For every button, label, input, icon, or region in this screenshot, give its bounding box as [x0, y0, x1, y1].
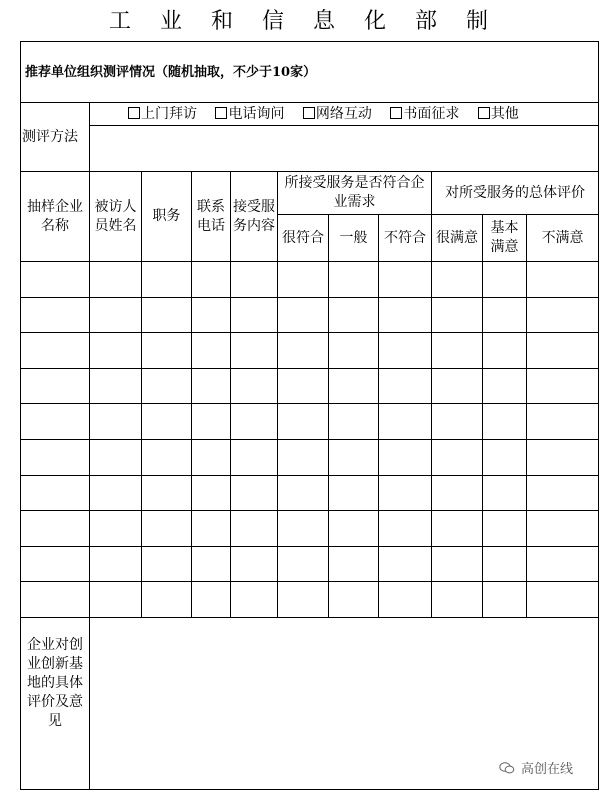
blank-cell[interactable] — [483, 582, 527, 618]
blank-cell[interactable] — [432, 439, 483, 475]
blank-cell[interactable] — [192, 333, 231, 369]
sample-row — [21, 511, 599, 547]
blank-cell[interactable] — [329, 439, 379, 475]
sample-row — [21, 262, 599, 298]
blank-cell[interactable] — [231, 511, 278, 547]
col-interviewee: 被访人员姓名 — [90, 172, 142, 262]
method-option[interactable]: 上门拜访 — [128, 105, 197, 124]
blank-cell[interactable] — [329, 546, 379, 582]
blank-cell[interactable] — [432, 475, 483, 511]
sample-row — [21, 582, 599, 618]
blank-cell[interactable] — [329, 511, 379, 547]
opinion-label: 企业对创业创新基地的具体评价及意见 — [21, 617, 90, 789]
blank-cell[interactable] — [21, 297, 90, 333]
blank-cell[interactable] — [21, 368, 90, 404]
method-option[interactable]: 其他 — [478, 105, 519, 124]
blank-cell[interactable] — [329, 262, 379, 298]
blank-cell[interactable] — [527, 582, 599, 618]
blank-cell[interactable] — [231, 439, 278, 475]
blank-cell[interactable] — [329, 404, 379, 440]
blank-cell[interactable] — [142, 297, 192, 333]
blank-cell[interactable] — [527, 262, 599, 298]
evaluation-form-table — [20, 41, 599, 790]
blank-cell[interactable] — [142, 262, 192, 298]
blank-cell[interactable] — [483, 368, 527, 404]
blank-cell[interactable] — [192, 439, 231, 475]
blank-cell[interactable] — [192, 368, 231, 404]
blank-cell[interactable] — [90, 297, 142, 333]
col-compliance-medium: 一般 — [329, 215, 379, 262]
blank-cell[interactable] — [142, 582, 192, 618]
blank-cell[interactable] — [21, 546, 90, 582]
blank-cell[interactable] — [21, 262, 90, 298]
blank-cell[interactable] — [379, 368, 432, 404]
blank-cell[interactable] — [278, 368, 329, 404]
watermark-text: 高创在线 — [521, 762, 574, 777]
blank-cell[interactable] — [231, 404, 278, 440]
blank-cell[interactable] — [278, 333, 329, 369]
blank-cell[interactable] — [278, 475, 329, 511]
blank-cell[interactable] — [90, 475, 142, 511]
blank-cell[interactable] — [329, 333, 379, 369]
blank-cell[interactable] — [90, 333, 142, 369]
blank-cell[interactable] — [432, 368, 483, 404]
blank-cell[interactable] — [432, 404, 483, 440]
blank-cell[interactable] — [192, 475, 231, 511]
col-satisfaction-high: 很满意 — [432, 215, 483, 262]
blank-cell[interactable] — [231, 333, 278, 369]
method-option[interactable]: 书面征求 — [390, 105, 459, 124]
blank-cell[interactable] — [278, 582, 329, 618]
blank-cell[interactable] — [329, 475, 379, 511]
blank-cell[interactable] — [432, 297, 483, 333]
col-satisfaction-low: 不满意 — [527, 215, 599, 262]
blank-cell[interactable] — [432, 511, 483, 547]
blank-cell[interactable] — [278, 511, 329, 547]
blank-cell[interactable] — [231, 546, 278, 582]
blank-cell[interactable] — [278, 297, 329, 333]
blank-cell[interactable] — [192, 404, 231, 440]
blank-cell[interactable] — [192, 546, 231, 582]
blank-cell[interactable] — [379, 262, 432, 298]
wechat-icon — [499, 762, 515, 774]
blank-cell[interactable] — [231, 368, 278, 404]
sample-row — [21, 404, 599, 440]
blank-cell[interactable] — [379, 475, 432, 511]
blank-cell[interactable] — [142, 475, 192, 511]
sample-row — [21, 368, 599, 404]
col-service: 接受服务内容 — [231, 172, 278, 262]
col-company: 抽样企业名称 — [21, 172, 90, 262]
checkbox-icon — [303, 107, 315, 119]
watermark — [499, 758, 573, 777]
blank-cell[interactable] — [379, 546, 432, 582]
blank-cell[interactable] — [432, 546, 483, 582]
blank-cell[interactable] — [192, 262, 231, 298]
col-group-satisfaction: 对所受服务的总体评价 — [432, 172, 599, 215]
blank-cell[interactable] — [483, 439, 527, 475]
blank-cell[interactable] — [483, 511, 527, 547]
col-satisfaction-medium: 基本满意 — [483, 215, 527, 262]
blank-cell[interactable] — [483, 297, 527, 333]
col-compliance-high: 很符合 — [278, 215, 329, 262]
blank-cell[interactable] — [329, 297, 379, 333]
blank-cell[interactable] — [192, 582, 231, 618]
blank-cell[interactable] — [21, 475, 90, 511]
blank-cell[interactable] — [527, 368, 599, 404]
blank-cell[interactable] — [142, 368, 192, 404]
blank-cell[interactable] — [142, 333, 192, 369]
blank-cell[interactable] — [527, 333, 599, 369]
blank-cell[interactable] — [432, 333, 483, 369]
blank-cell[interactable] — [231, 297, 278, 333]
blank-cell[interactable] — [192, 511, 231, 547]
checkbox-icon — [215, 107, 227, 119]
blank-cell[interactable] — [231, 475, 278, 511]
blank-cell[interactable] — [278, 546, 329, 582]
section-header: 推荐单位组织测评情况（随机抽取，不少于10家） — [21, 42, 599, 103]
blank-cell[interactable] — [21, 333, 90, 369]
blank-cell[interactable] — [379, 582, 432, 618]
sample-row — [21, 439, 599, 475]
blank-cell[interactable] — [527, 546, 599, 582]
blank-cell[interactable] — [483, 333, 527, 369]
sample-row — [21, 297, 599, 333]
blank-cell[interactable] — [379, 333, 432, 369]
blank-cell[interactable] — [21, 582, 90, 618]
blank-cell[interactable] — [483, 404, 527, 440]
method-option[interactable]: 电话询问 — [215, 105, 284, 124]
blank-cell[interactable] — [231, 582, 278, 618]
checkbox-icon — [390, 107, 402, 119]
blank-cell[interactable] — [527, 511, 599, 547]
blank-cell[interactable] — [21, 404, 90, 440]
sample-row — [21, 475, 599, 511]
sample-row — [21, 333, 599, 369]
blank-cell[interactable] — [432, 262, 483, 298]
blank-cell[interactable] — [142, 511, 192, 547]
blank-cell[interactable] — [329, 582, 379, 618]
blank-cell[interactable] — [90, 262, 142, 298]
blank-cell[interactable] — [527, 475, 599, 511]
blank-cell[interactable] — [192, 297, 231, 333]
blank-cell[interactable] — [278, 262, 329, 298]
page-title: 工 业 和 信 息 化 部 制 — [109, 9, 499, 34]
col-phone: 联系电话 — [192, 172, 231, 262]
blank-cell[interactable] — [21, 511, 90, 547]
blank-cell[interactable] — [483, 262, 527, 298]
blank-cell[interactable] — [379, 404, 432, 440]
blank-cell[interactable] — [483, 546, 527, 582]
method-blank[interactable] — [90, 126, 599, 172]
blank-cell[interactable] — [90, 511, 142, 547]
blank-cell[interactable] — [278, 439, 329, 475]
blank-cell[interactable] — [432, 582, 483, 618]
col-position: 职务 — [142, 172, 192, 262]
blank-cell[interactable] — [527, 439, 599, 475]
blank-cell[interactable] — [90, 439, 142, 475]
blank-cell[interactable] — [142, 439, 192, 475]
method-option[interactable]: 网络互动 — [303, 105, 372, 124]
blank-cell[interactable] — [90, 368, 142, 404]
blank-cell[interactable] — [231, 262, 278, 298]
blank-cell[interactable] — [90, 582, 142, 618]
blank-cell[interactable] — [90, 546, 142, 582]
blank-cell[interactable] — [527, 297, 599, 333]
checkbox-icon — [128, 107, 140, 119]
col-group-compliance: 所接受服务是否符合企业需求 — [278, 172, 432, 215]
blank-cell[interactable] — [379, 297, 432, 333]
col-compliance-low: 不符合 — [379, 215, 432, 262]
blank-cell[interactable] — [379, 511, 432, 547]
blank-cell[interactable] — [329, 368, 379, 404]
blank-cell[interactable] — [379, 439, 432, 475]
blank-cell[interactable] — [142, 404, 192, 440]
method-options — [90, 103, 599, 126]
blank-cell[interactable] — [278, 404, 329, 440]
blank-cell[interactable] — [527, 404, 599, 440]
blank-cell[interactable] — [483, 475, 527, 511]
blank-cell[interactable] — [142, 546, 192, 582]
method-label: 测评方法 — [21, 103, 90, 172]
sample-row — [21, 546, 599, 582]
blank-cell[interactable] — [90, 404, 142, 440]
checkbox-icon — [478, 107, 490, 119]
blank-cell[interactable] — [21, 439, 90, 475]
